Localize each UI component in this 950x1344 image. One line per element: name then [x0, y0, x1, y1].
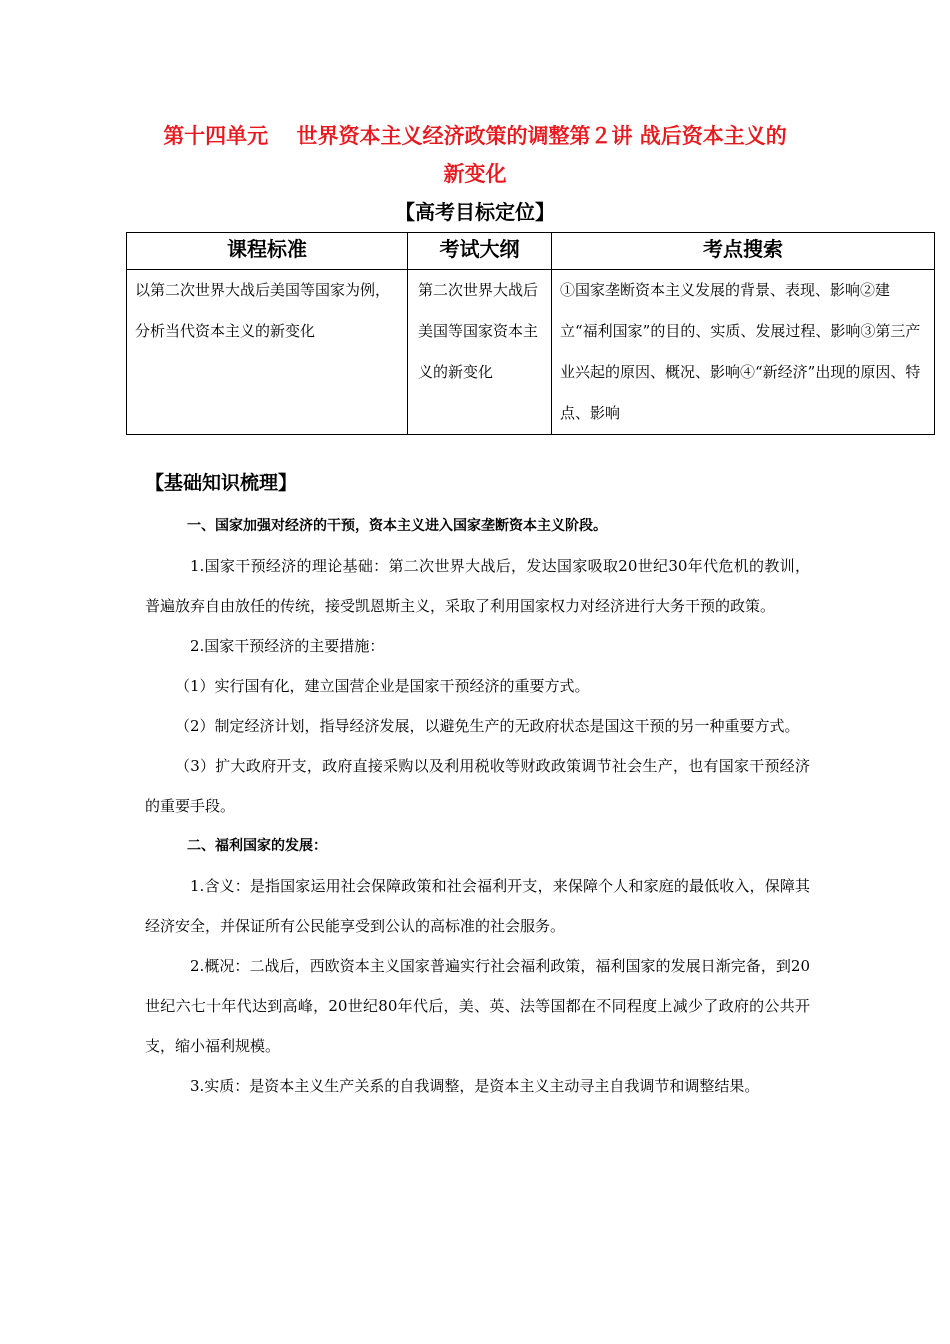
paragraph-welfare-overview: 2.概况：二战后，西欧资本主义国家普遍实行社会福利政策，福利国家的发展日渐完备，到20世纪六七十年代达到高峰，20世纪80年代后，美、英、法等国都在不同程度上减少了政府的公共开支，缩小福利规模。	[145, 957, 810, 1055]
paragraph-main-measures: 2.国家干预经济的主要措施：	[190, 637, 385, 655]
paragraph-welfare-essence: 3.实质：是资本主义生产关系的自我调整，是资本主义主动寻主自我调节和调整结果。	[190, 1077, 760, 1095]
goal-table-header-row	[127, 233, 935, 270]
cell-key-points: ①国家垄断资本主义发展的背景、表现、影响②建立“福利国家”的目的、实质、发展过程、影响③第三产业兴起的原因、概况、影响④“新经济”出现的原因、特点、影响	[552, 270, 935, 435]
column-header-key-points: 考点搜索	[552, 233, 935, 270]
column-header-exam-outline: 考试大纲	[408, 233, 552, 270]
goal-table-row	[127, 270, 935, 435]
goal-table	[126, 232, 935, 435]
knowledge-section-heading: 【基础知识梳理】	[145, 472, 298, 494]
paragraph-measure-2: （2）制定经济计划，指导经济发展，以避免生产的无政府状态是国这干预的另一种重要方式。	[175, 717, 800, 735]
subheading-state-intervention: 一、国家加强对经济的干预，资本主义进入国家垄断资本主义阶段。	[187, 518, 607, 534]
paragraph-theory-basis: 1.国家干预经济的理论基础：第二次世界大战后，发达国家吸取20世纪30年代危机的教训，普遍放弃自由放任的传统，接受凯恩斯主义，采取了利用国家权力对经济进行大务干预的政策。	[145, 557, 810, 615]
goal-section-heading: 【高考目标定位】	[395, 200, 555, 224]
knowledge-body	[145, 506, 810, 1106]
cell-exam-outline: 第二次世界大战后美国等国家资本主义的新变化	[408, 270, 552, 435]
paragraph-measure-3: （3）扩大政府开支，政府直接采购以及利用税收等财政政策调节社会生产，也有国家干预经济的重要手段。	[145, 757, 810, 815]
subheading-welfare-state: 二、福利国家的发展：	[187, 838, 327, 854]
document-title-line-2: 新变化	[443, 162, 507, 186]
paragraph-measure-1: （1）实行国有化，建立国营企业是国家干预经济的重要方式。	[175, 677, 590, 695]
cell-curriculum-standard: 以第二次世界大战后美国等国家为例，分析当代资本主义的新变化	[127, 270, 408, 435]
column-header-curriculum-standard: 课程标准	[127, 233, 408, 270]
paragraph-welfare-definition: 1.含义：是指国家运用社会保障政策和社会福利开支，来保障个人和家庭的最低收入，保障其经济安全，并保证所有公民能享受到公认的高标准的社会服务。	[145, 877, 810, 935]
document-title-line-1: 第十四单元 世界资本主义经济政策的调整第２讲 战后资本主义的	[163, 124, 787, 148]
